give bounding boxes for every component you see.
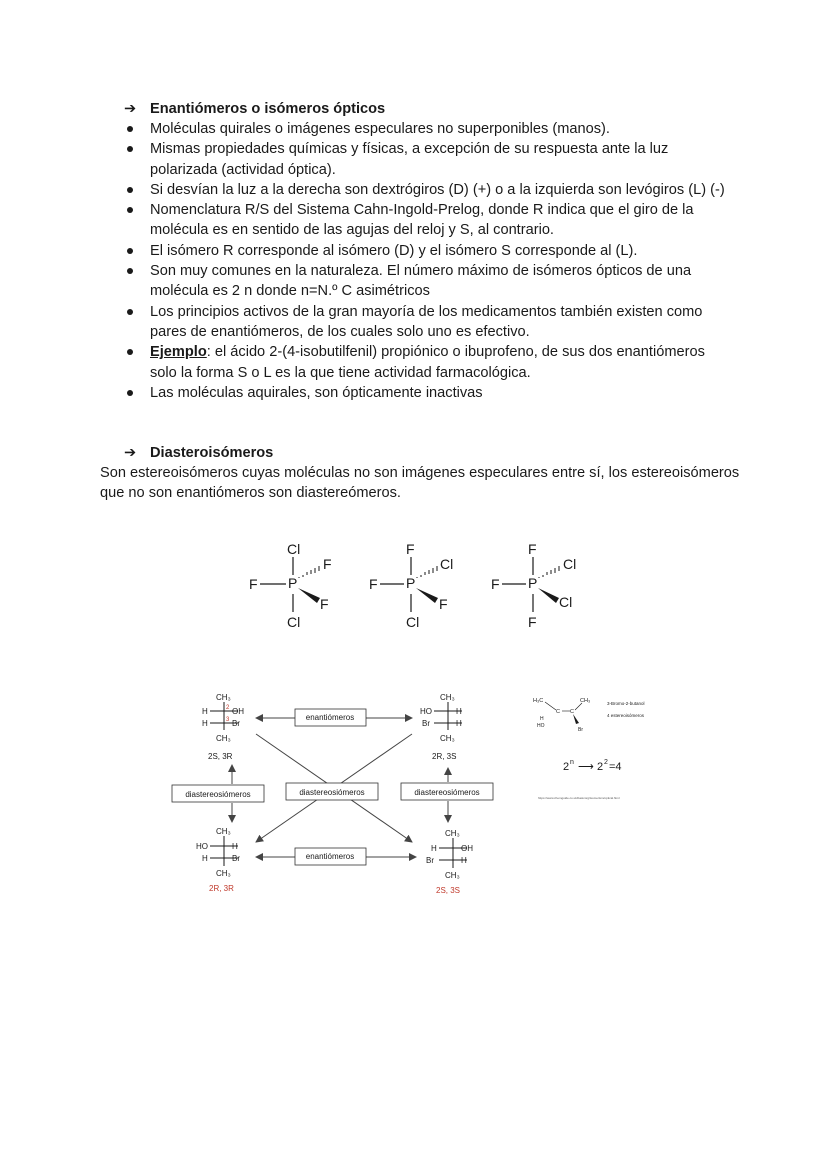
- fischer-bottom: CH₃: [445, 871, 460, 880]
- fischer-r2-left: H: [202, 719, 208, 728]
- config-label: 2R, 3S: [432, 752, 457, 761]
- atom-h3c: H₃C: [533, 698, 544, 704]
- compound-name: 3-Bromo-2-butanol: [607, 701, 645, 706]
- atom-hashed: Cl: [440, 556, 454, 572]
- fischer-r2-left: Br: [426, 856, 434, 865]
- source-url: https://www.chemguide.co.uk/basicorg/isomerism/optical.html: [538, 796, 620, 800]
- bullet-text: Moléculas quirales o imágenes especulares no superponibles (manos).: [150, 121, 610, 137]
- atom-c1: C: [556, 709, 560, 715]
- fischer-r1-right: H: [232, 842, 238, 851]
- bullet-text: : el ácido 2-(4-isobutilfenil) propiónico o ibuprofeno, de sus dos enantiómeros solo la forma S o L es la que tiene actividad farmacológica.: [150, 344, 705, 381]
- config-label: 2R, 3R: [209, 884, 234, 893]
- formula-exponent: n: [570, 759, 574, 766]
- fischer-bottom-left: [196, 827, 240, 893]
- fischer-top: CH₃: [440, 693, 455, 702]
- fischer-bottom: CH₃: [216, 869, 231, 878]
- atom-left: F: [249, 576, 258, 592]
- bromobutanol-side-panel: [533, 698, 645, 800]
- box-diastereo-left: diastereosiómeros: [185, 790, 251, 799]
- fischer-r2-left: H: [202, 854, 208, 863]
- formula-base-2: 2: [597, 761, 604, 773]
- atom-center: P: [528, 575, 538, 591]
- fischer-r1-right: OH: [232, 707, 244, 716]
- bullet-text: Si desvían la luz a la derecha son dextrógiros (D) (+) o a la izquierda son levógiros (L) (-): [150, 181, 725, 198]
- fischer-top: CH₃: [216, 827, 231, 836]
- atom-center: P: [406, 575, 416, 591]
- fischer-r1-left: HO: [196, 842, 208, 851]
- atom-wedge: Cl: [559, 594, 573, 610]
- atom-left: F: [491, 576, 500, 592]
- diastereomer-intro: Son estereoisómeros cuyas moléculas no son imágenes especulares entre sí, los estereoisómeros que no son enantiómeros son diastereómeros.: [100, 465, 740, 502]
- pf-molecule-3: [491, 541, 576, 630]
- atom-bottom: F: [528, 614, 537, 630]
- carbon-number: 2: [226, 705, 230, 711]
- fischer-r1-left: H: [202, 707, 208, 716]
- atom-ch3: CH₃: [580, 698, 591, 704]
- section-title: Diasteroisómeros: [150, 445, 274, 461]
- fischer-r2-right: H: [461, 856, 467, 865]
- formula-base: 2: [563, 761, 570, 773]
- fischer-r1-right: OH: [461, 844, 473, 853]
- fischer-top: CH₃: [445, 829, 460, 838]
- arrow-icon: ➔: [124, 445, 137, 461]
- atom-top: F: [406, 541, 415, 557]
- bullet-text: Las moléculas aquirales, son ópticamente inactivas: [150, 384, 483, 401]
- atom-ho: HO: [537, 723, 545, 729]
- atom-hashed: Cl: [563, 556, 577, 572]
- atom-c2: C: [570, 709, 574, 715]
- box-diastereo-center: diastereosiómeros: [299, 788, 365, 797]
- atom-h: H: [540, 716, 544, 722]
- bullet-text: Nomenclatura R/S del Sistema Cahn-Ingold-Prelog, donde R indica que el giro de la molécula es en sentido de las agujas del reloj y S, al contrario.: [150, 202, 694, 239]
- atom-wedge: F: [439, 596, 448, 612]
- atom-center: P: [288, 575, 298, 591]
- bullet-text: Son muy comunes en la naturaleza. El número máximo de isómeros ópticos de una molécula es 2 n donde n=N.º C asimétricos: [150, 263, 692, 300]
- fischer-top: CH₃: [216, 693, 231, 702]
- fischer-r1-left: HO: [420, 707, 432, 716]
- atom-br: Br: [578, 727, 583, 733]
- atom-wedge: F: [320, 596, 329, 612]
- atom-bottom: Cl: [406, 614, 420, 630]
- config-label: 2S, 3R: [208, 752, 233, 761]
- config-label: 2S, 3S: [436, 886, 461, 895]
- fischer-r2-right: Br: [232, 719, 240, 728]
- fischer-r2-right: H: [456, 719, 462, 728]
- fischer-bottom: CH₃: [440, 734, 455, 743]
- fischer-bottom-right: [426, 829, 473, 895]
- fischer-top-right: [420, 693, 462, 761]
- fischer-r2-left: Br: [422, 719, 430, 728]
- formula-arrow: ⟶: [578, 761, 594, 773]
- example-label: Ejemplo: [150, 344, 207, 361]
- atom-bottom: Cl: [287, 614, 301, 630]
- fischer-bottom: CH₃: [216, 734, 231, 743]
- atom-left: F: [369, 576, 378, 592]
- fischer-r1-right: H: [456, 707, 462, 716]
- atom-hashed: F: [323, 556, 332, 572]
- pf-molecule-1: [249, 541, 332, 630]
- formula-exponent-2: 2: [604, 759, 608, 766]
- atom-top: F: [528, 541, 537, 557]
- box-diastereo-right: diastereosiómeros: [414, 788, 480, 797]
- stereoisomer-count: 4 estereoisómeros: [607, 713, 645, 718]
- pf-molecule-2: [369, 541, 453, 630]
- label-boxes: [172, 709, 493, 865]
- arrow-icon: ➔: [124, 101, 137, 117]
- section-title: Enantiómeros o isómeros ópticos: [150, 101, 386, 117]
- box-enantiomeros-bottom: enantiómeros: [305, 852, 355, 861]
- fischer-r2-right: Br: [232, 854, 240, 863]
- bullet-text: Los principios activos de la gran mayoría de los medicamentos también existen como pares de enantiómeros, de los cuales solo uno es efectivo.: [150, 303, 703, 340]
- fischer-r1-left: H: [431, 844, 437, 853]
- fischer-top-left: [202, 693, 244, 761]
- bullet-text: Mismas propiedades químicas y físicas, a excepción de su respuesta ante la luz polarizada (actividad óptica).: [150, 141, 669, 178]
- atom-top: Cl: [287, 541, 301, 557]
- formula-result: =4: [609, 761, 622, 773]
- bullet-text: El isómero R corresponde al isómero (D) y el isómero S corresponde al (L).: [150, 242, 638, 259]
- box-enantiomeros-top: enantiómeros: [305, 713, 355, 722]
- carbon-number: 3: [226, 717, 230, 723]
